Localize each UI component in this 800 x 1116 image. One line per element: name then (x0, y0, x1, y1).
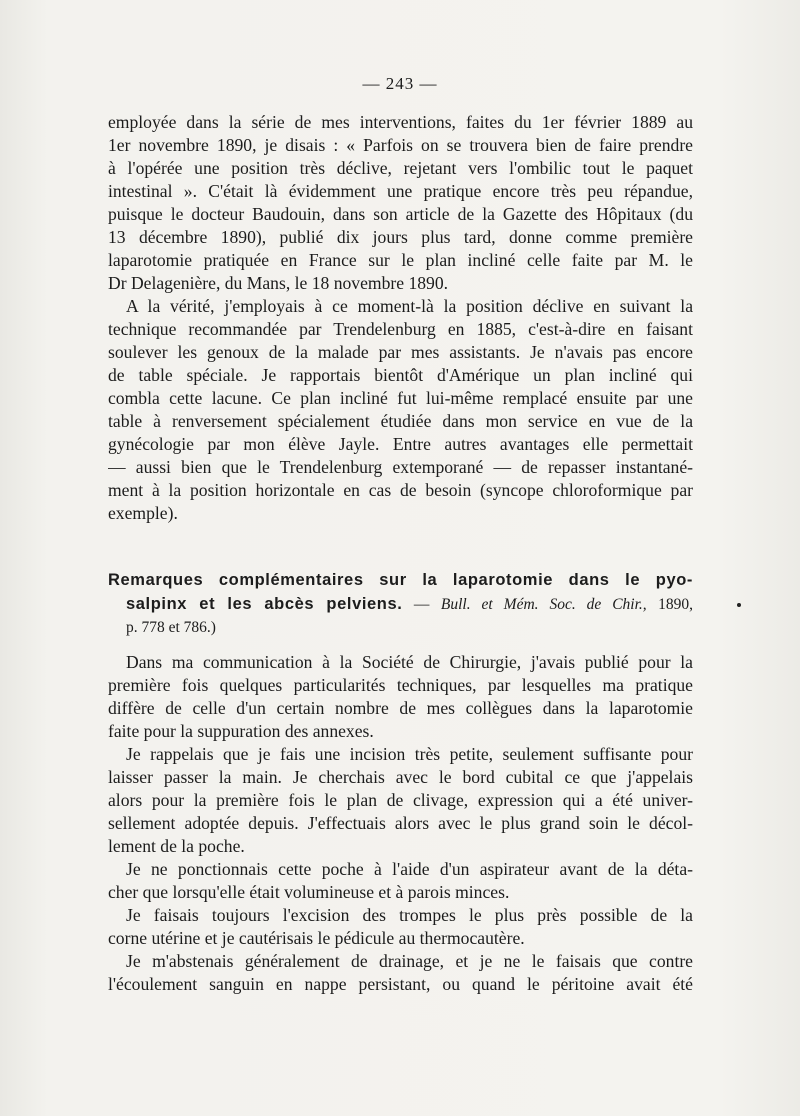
text-line: à l'opérée une position très déclive, rejetant vers l'ombilic tout le paquet (108, 158, 693, 178)
text-line: combla cette lacune. Ce plan incliné fut lui-même remplacé ensuite par une (108, 388, 693, 408)
section-title-line-1: Remarques complémentaires sur la laparotomie dans le pyo- (108, 571, 693, 589)
text-line: soulever les genoux de la malade par mes assistants. Je n'avais pas encore (108, 342, 693, 362)
text-line: exemple). (108, 503, 178, 523)
paragraph-section-2 (108, 651, 693, 996)
section-title-line-2: salpinx et les abcès pelviens. (126, 595, 403, 613)
ink-speck (737, 603, 741, 607)
text-line: Je m'abstenais généralement de drainage, et je ne le faisais que contre (126, 951, 693, 971)
reference-journal: Bull. et Mém. Soc. de Chir., (440, 596, 647, 613)
text-line: sellement adoptée depuis. J'effectuais alors avec le plus grand soin le décol- (108, 813, 693, 833)
text-line: — aussi bien que le Trendelenburg extemporané — de repasser instantané- (108, 457, 693, 477)
text-line: A la vérité, j'employais à ce moment-là la position déclive en suivant la (126, 296, 693, 316)
text-line: intestinal ». C'était là évidemment une pratique encore très peu répandue, (108, 181, 693, 201)
text-line: faite pour la suppuration des annexes. (108, 721, 374, 741)
text-line: Je rappelais que je fais une incision très petite, seulement suffisante pour (126, 744, 693, 764)
reference-pages: p. 778 et 786.) (126, 619, 216, 636)
text-line: puisque le docteur Baudouin, dans son article de la Gazette des Hôpitaux (du (108, 204, 693, 224)
text-line: lement de la poche. (108, 836, 245, 856)
text-line: Dr Delagenière, du Mans, le 18 novembre 1890. (108, 273, 449, 293)
text-line: diffère de celle d'un certain nombre de mes collègues dans la laparotomie (108, 698, 693, 718)
section-heading-block (108, 569, 693, 639)
text-line: ment à la position horizontale en cas de besoin (syncope chloroformique par (108, 480, 693, 500)
paragraph-section-1 (108, 111, 693, 525)
text-line: Je ne ponctionnais cette poche à l'aide d'un aspirateur avant de la déta- (126, 859, 693, 879)
reference-dash: — (413, 596, 430, 613)
text-line: première fois quelques particularités techniques, par lesquelles ma pratique (108, 675, 693, 695)
text-line: laparotomie pratiquée en France sur le plan incliné celle faite par M. le (108, 250, 693, 270)
text-line: de table spéciale. Je rapportais bientôt d'Amérique un plan incliné qui (108, 365, 693, 385)
text-line: table à renversement spécialement étudiée dans mon service en vue de la (108, 411, 693, 431)
text-line: Dans ma communication à la Société de Chirurgie, j'avais publié pour la (126, 652, 693, 672)
text-line: l'écoulement sanguin en nappe persistant, ou quand le péritoine avait été (108, 974, 693, 994)
text-line: 13 décembre 1890), publié dix jours plus tard, donne comme première (108, 227, 693, 247)
text-line: 1er novembre 1890, je disais : « Parfois on se trouvera bien de faire prendre (108, 135, 693, 155)
page-number: — 243 — (362, 74, 438, 93)
reference-year: 1890, (658, 596, 693, 613)
text-line: Je faisais toujours l'excision des trompes le plus près possible de la (126, 905, 693, 925)
section-title-line-2-with-reference (108, 592, 693, 616)
text-line: laisser passer la main. Je cherchais avec le bord cubital ce que j'appelais (108, 767, 693, 787)
text-line: employée dans la série de mes interventions, faites du 1er février 1889 au (108, 112, 693, 132)
text-line: gynécologie par mon élève Jayle. Entre autres avantages elle permettait (108, 434, 693, 454)
text-line: corne utérine et je cautérisais le pédicule au thermocautère. (108, 928, 525, 948)
text-line: technique recommandée par Trendelenburg en 1885, c'est-à-dire en faisant (108, 319, 693, 339)
text-line: alors pour la première fois le plan de clivage, expression qui a été univer- (108, 790, 693, 810)
text-line: cher que lorsqu'elle était volumineuse et à parois minces. (108, 882, 510, 902)
